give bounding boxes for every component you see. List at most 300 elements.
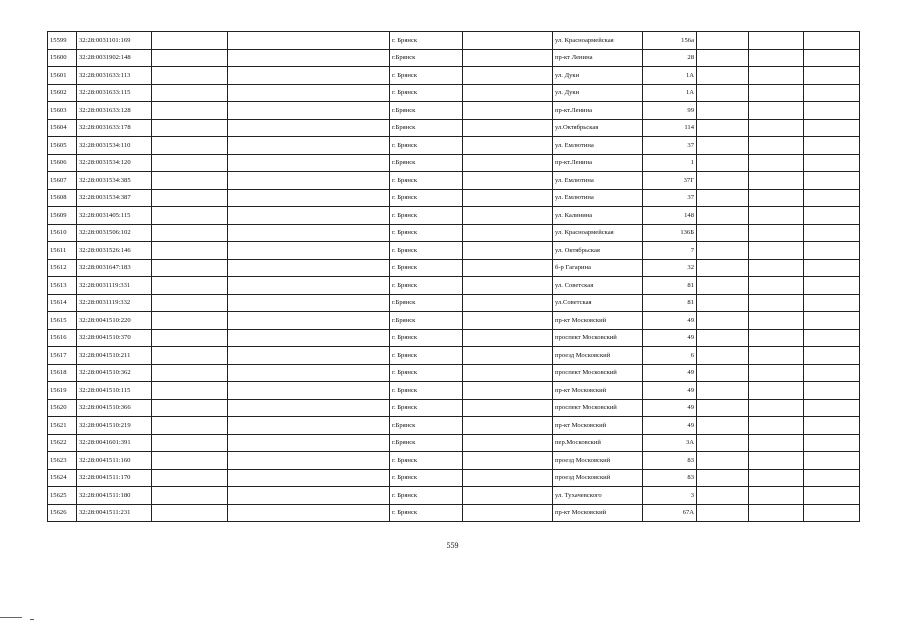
city-cell: г. Брянск [390,207,463,225]
table-row [48,399,860,417]
street-cell: проспект Московский [553,329,643,347]
city-cell: г. Брянск [390,189,463,207]
empty-cell [749,487,804,505]
table-row [48,154,860,172]
empty-cell [697,417,749,435]
empty-cell [152,137,228,155]
empty-cell [463,172,553,190]
empty-cell [804,207,860,225]
empty-cell [152,259,228,277]
empty-cell [463,294,553,312]
table-row [48,242,860,260]
empty-cell [749,137,804,155]
street-cell: пр-кт Московский [553,382,643,400]
cadastral-number-cell: 32:28:0041510:211 [77,347,152,365]
empty-cell [463,382,553,400]
empty-cell [463,137,553,155]
city-cell: г. Брянск [390,399,463,417]
empty-cell [804,32,860,50]
row-number-cell: 15600 [48,49,77,67]
street-cell: проезд Московский [553,347,643,365]
empty-cell [228,137,390,155]
cadastral-number-cell: 32:28:0031534:110 [77,137,152,155]
table-row [48,469,860,487]
city-cell: г. Брянск [390,242,463,260]
empty-cell [749,32,804,50]
street-cell: проспект Московский [553,364,643,382]
empty-cell [697,224,749,242]
street-cell: проезд Московский [553,469,643,487]
row-number-cell: 15602 [48,84,77,102]
empty-cell [804,102,860,120]
empty-cell [228,102,390,120]
row-number-cell: 15615 [48,312,77,330]
empty-cell [749,207,804,225]
table-row [48,364,860,382]
empty-cell [228,434,390,452]
street-cell: ул. Дуки [553,84,643,102]
empty-cell [228,259,390,277]
row-number-cell: 15617 [48,347,77,365]
table-row [48,277,860,295]
empty-cell [228,347,390,365]
empty-cell [697,487,749,505]
empty-cell [804,172,860,190]
empty-cell [804,312,860,330]
cadastral-number-cell: 32:28:0031534:120 [77,154,152,172]
street-cell: пр-кт Московский [553,312,643,330]
table-row [48,189,860,207]
empty-cell [749,382,804,400]
empty-cell [804,119,860,137]
empty-cell [152,487,228,505]
empty-cell [804,242,860,260]
empty-cell [749,102,804,120]
scan-artifact [0,617,22,618]
empty-cell [697,207,749,225]
house-number-cell: 156а [643,32,697,50]
row-number-cell: 15623 [48,452,77,470]
empty-cell [152,364,228,382]
city-cell: г. Брянск [390,469,463,487]
empty-cell [697,259,749,277]
empty-cell [749,364,804,382]
street-cell: пр-кт Московский [553,504,643,522]
empty-cell [804,382,860,400]
house-number-cell: 49 [643,417,697,435]
street-cell: ул. Красноармейская [553,32,643,50]
city-cell: г. Брянск [390,382,463,400]
empty-cell [228,469,390,487]
empty-cell [749,504,804,522]
empty-cell [697,347,749,365]
empty-cell [152,102,228,120]
house-number-cell: 37 [643,137,697,155]
empty-cell [804,84,860,102]
empty-cell [697,67,749,85]
cadastral-number-cell: 32:28:0031633:128 [77,102,152,120]
city-cell: г. Брянск [390,137,463,155]
empty-cell [749,154,804,172]
empty-cell [152,224,228,242]
empty-cell [152,452,228,470]
empty-cell [804,434,860,452]
empty-cell [749,67,804,85]
house-number-cell: 148 [643,207,697,225]
empty-cell [463,189,553,207]
empty-cell [463,119,553,137]
house-number-cell: 114 [643,119,697,137]
empty-cell [697,382,749,400]
empty-cell [697,329,749,347]
cadastral-number-cell: 32:28:0031633:115 [77,84,152,102]
empty-cell [228,32,390,50]
row-number-cell: 15624 [48,469,77,487]
table-row [48,49,860,67]
house-number-cell: 67А [643,504,697,522]
row-number-cell: 15614 [48,294,77,312]
city-cell: г.Брянск [390,434,463,452]
empty-cell [228,119,390,137]
row-number-cell: 15622 [48,434,77,452]
empty-cell [463,224,553,242]
city-cell: г.Брянск [390,102,463,120]
empty-cell [463,102,553,120]
cadastral-number-cell: 32:28:0031101:169 [77,32,152,50]
table-row [48,84,860,102]
cadastral-number-cell: 32:28:0041511:180 [77,487,152,505]
empty-cell [152,312,228,330]
empty-cell [804,49,860,67]
empty-cell [804,277,860,295]
empty-cell [697,294,749,312]
empty-cell [228,189,390,207]
row-number-cell: 15605 [48,137,77,155]
empty-cell [804,294,860,312]
cadastral-number-cell: 32:28:0041601:391 [77,434,152,452]
empty-cell [463,452,553,470]
empty-cell [228,277,390,295]
table-row [48,102,860,120]
empty-cell [804,487,860,505]
cadastral-number-cell: 32:28:0031647:183 [77,259,152,277]
cadastral-number-cell: 32:28:0031526:146 [77,242,152,260]
city-cell: г.Брянск [390,294,463,312]
table-row [48,137,860,155]
table-row [48,417,860,435]
table-row [48,259,860,277]
cadastral-number-cell: 32:28:0041510:370 [77,329,152,347]
empty-cell [697,469,749,487]
empty-cell [228,242,390,260]
empty-cell [463,49,553,67]
empty-cell [749,172,804,190]
empty-cell [749,452,804,470]
city-cell: г. Брянск [390,67,463,85]
row-number-cell: 15620 [48,399,77,417]
empty-cell [804,224,860,242]
row-number-cell: 15604 [48,119,77,137]
street-cell: проезд Московский [553,452,643,470]
row-number-cell: 15610 [48,224,77,242]
empty-cell [463,329,553,347]
empty-cell [804,452,860,470]
house-number-cell: 136Б [643,224,697,242]
empty-cell [152,504,228,522]
empty-cell [463,504,553,522]
street-cell: б-р Гагарина [553,259,643,277]
city-cell: г.Брянск [390,154,463,172]
row-number-cell: 15609 [48,207,77,225]
empty-cell [697,137,749,155]
empty-cell [749,224,804,242]
cadastral-number-cell: 32:28:0031633:113 [77,67,152,85]
empty-cell [697,32,749,50]
cadastral-number-cell: 32:28:0041510:115 [77,382,152,400]
cadastral-number-cell: 32:28:0031633:178 [77,119,152,137]
empty-cell [463,67,553,85]
empty-cell [804,154,860,172]
city-cell: г.Брянск [390,119,463,137]
street-cell: пр-кт Московский [553,417,643,435]
cadastral-number-cell: 32:28:0031119:331 [77,277,152,295]
empty-cell [152,347,228,365]
empty-cell [463,399,553,417]
city-cell: г.Брянск [390,49,463,67]
row-number-cell: 15616 [48,329,77,347]
empty-cell [804,259,860,277]
table-row [48,434,860,452]
empty-cell [228,154,390,172]
house-number-cell: 49 [643,329,697,347]
page-number: 559 [446,541,459,550]
row-number-cell: 15603 [48,102,77,120]
empty-cell [228,172,390,190]
street-cell: ул. Советская [553,277,643,295]
city-cell: г. Брянск [390,277,463,295]
street-cell: ул. Калинина [553,207,643,225]
house-number-cell: 49 [643,312,697,330]
empty-cell [749,347,804,365]
table-row [48,294,860,312]
empty-cell [697,154,749,172]
street-cell: ул. Емлютина [553,189,643,207]
table-row [48,347,860,365]
city-cell: г. Брянск [390,364,463,382]
empty-cell [228,312,390,330]
empty-cell [697,119,749,137]
house-number-cell: 49 [643,382,697,400]
empty-cell [804,329,860,347]
street-cell: ул.Советская [553,294,643,312]
street-cell: пер.Московский [553,434,643,452]
row-number-cell: 15608 [48,189,77,207]
cadastral-number-cell: 32:28:0031119:332 [77,294,152,312]
table-row [48,487,860,505]
empty-cell [463,154,553,172]
empty-cell [749,312,804,330]
empty-cell [749,189,804,207]
empty-cell [228,84,390,102]
empty-cell [697,189,749,207]
cadastral-number-cell: 32:28:0041510:366 [77,399,152,417]
empty-cell [152,434,228,452]
empty-cell [228,399,390,417]
empty-cell [697,102,749,120]
empty-cell [749,329,804,347]
empty-cell [228,364,390,382]
table-row [48,224,860,242]
empty-cell [697,452,749,470]
empty-cell [463,417,553,435]
table-row [48,207,860,225]
table-row [48,119,860,137]
house-number-cell: 1А [643,67,697,85]
street-cell: ул.Октябрьская [553,119,643,137]
empty-cell [463,487,553,505]
cadastral-number-cell: 32:28:0041510:220 [77,312,152,330]
empty-cell [152,49,228,67]
house-number-cell: 32 [643,259,697,277]
empty-cell [228,49,390,67]
cadastral-number-cell: 32:28:0041510:219 [77,417,152,435]
city-cell: г. Брянск [390,224,463,242]
empty-cell [749,277,804,295]
house-number-cell: 7 [643,242,697,260]
empty-cell [463,84,553,102]
table-row [48,312,860,330]
empty-cell [697,504,749,522]
row-number-cell: 15613 [48,277,77,295]
empty-cell [804,399,860,417]
house-number-cell: 81 [643,277,697,295]
empty-cell [228,504,390,522]
city-cell: г. Брянск [390,347,463,365]
empty-cell [697,242,749,260]
row-number-cell: 15611 [48,242,77,260]
empty-cell [152,172,228,190]
empty-cell [697,434,749,452]
street-cell: пр-кт.Ленина [553,154,643,172]
empty-cell [228,294,390,312]
city-cell: г. Брянск [390,172,463,190]
empty-cell [804,67,860,85]
empty-cell [152,67,228,85]
empty-cell [228,224,390,242]
empty-cell [152,207,228,225]
street-cell: ул. Октябрьская [553,242,643,260]
empty-cell [152,382,228,400]
cadastral-number-cell: 32:28:0031902:148 [77,49,152,67]
empty-cell [697,172,749,190]
street-cell: пр-кт.Ленина [553,102,643,120]
cadastral-number-cell: 32:28:0041511:170 [77,469,152,487]
empty-cell [697,364,749,382]
cadastral-number-cell: 32:28:0041510:362 [77,364,152,382]
empty-cell [152,242,228,260]
empty-cell [228,382,390,400]
house-number-cell: 1А [643,84,697,102]
table-row [48,452,860,470]
cadastral-number-cell: 32:28:0041511:160 [77,452,152,470]
table-row [48,382,860,400]
empty-cell [463,32,553,50]
table-row [48,329,860,347]
empty-cell [749,434,804,452]
empty-cell [804,469,860,487]
city-cell: г. Брянск [390,487,463,505]
scan-artifact [30,619,34,620]
empty-cell [463,207,553,225]
cadastral-number-cell: 32:28:0031405:115 [77,207,152,225]
street-cell: пр-кт Ленина [553,49,643,67]
empty-cell [749,399,804,417]
house-number-cell: 37 [643,189,697,207]
city-cell: г. Брянск [390,504,463,522]
empty-cell [228,487,390,505]
empty-cell [697,84,749,102]
empty-cell [152,32,228,50]
empty-cell [463,364,553,382]
empty-cell [749,259,804,277]
row-number-cell: 15626 [48,504,77,522]
house-number-cell: 37Г [643,172,697,190]
house-number-cell: 81 [643,294,697,312]
empty-cell [463,242,553,260]
row-number-cell: 15621 [48,417,77,435]
empty-cell [749,49,804,67]
house-number-cell: 6 [643,347,697,365]
street-cell: ул. Красноармейская [553,224,643,242]
table-row [48,504,860,522]
street-cell: ул. Емлютина [553,137,643,155]
empty-cell [804,189,860,207]
empty-cell [228,67,390,85]
empty-cell [228,329,390,347]
street-cell: ул. Емлютина [553,172,643,190]
empty-cell [463,434,553,452]
empty-cell [463,277,553,295]
empty-cell [152,84,228,102]
empty-cell [749,294,804,312]
empty-cell [152,399,228,417]
city-cell: г.Брянск [390,312,463,330]
row-number-cell: 15607 [48,172,77,190]
row-number-cell: 15625 [48,487,77,505]
empty-cell [152,277,228,295]
street-cell: ул. Дуки [553,67,643,85]
city-cell: г. Брянск [390,32,463,50]
row-number-cell: 15606 [48,154,77,172]
cadastral-number-cell: 32:28:0031506:102 [77,224,152,242]
empty-cell [804,364,860,382]
empty-cell [228,452,390,470]
empty-cell [152,189,228,207]
row-number-cell: 15601 [48,67,77,85]
house-number-cell: 83 [643,452,697,470]
empty-cell [152,294,228,312]
city-cell: г. Брянск [390,452,463,470]
table-row [48,67,860,85]
row-number-cell: 15599 [48,32,77,50]
empty-cell [697,277,749,295]
empty-cell [152,154,228,172]
house-number-cell: 3 [643,487,697,505]
empty-cell [463,347,553,365]
cadastral-number-cell: 32:28:0031534:387 [77,189,152,207]
empty-cell [152,469,228,487]
city-cell: г.Брянск [390,417,463,435]
